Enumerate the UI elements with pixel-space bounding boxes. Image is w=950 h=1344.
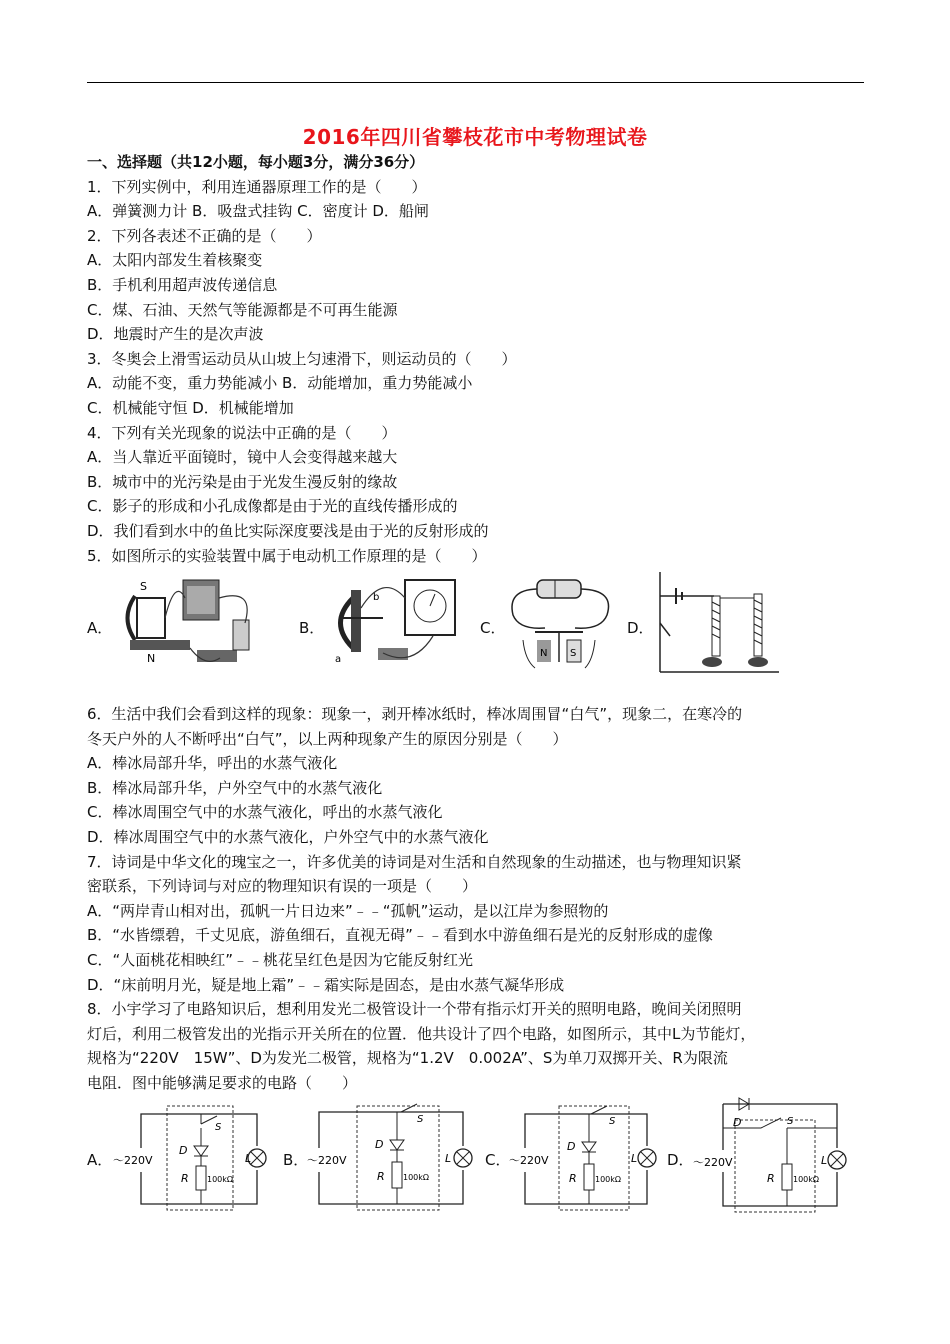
q8-label-c: C． [485, 1150, 511, 1169]
svg-text:S: S [417, 1113, 424, 1125]
svg-text:L: L [631, 1151, 638, 1165]
q6-stem-line1: 6．生活中我们会看到这样的现象：现象一，剥开棒冰纸时，棒冰周围冒“白气”，现象二，在寒冷的 [87, 705, 743, 724]
svg-text:D: D [733, 1115, 742, 1129]
q6-option-a: A．棒冰局部升华，呼出的水蒸气液化 [87, 754, 338, 773]
q4-option-d: D．我们看到水中的鱼比实际深度要浅是由于光的反射形成的 [87, 521, 489, 540]
svg-text:R: R [767, 1171, 775, 1185]
q5-figure-d [654, 568, 786, 680]
q2-option-c: C．煤、石油、天然气等能源都是不可再生能源 [87, 300, 398, 319]
svg-text:～220V: ～220V [509, 1153, 549, 1167]
q2-option-a: A．太阳内部发生着核聚变 [87, 251, 263, 270]
q8-figures [87, 1100, 867, 1218]
svg-text:100kΩ: 100kΩ [207, 1174, 234, 1184]
svg-text:R: R [569, 1171, 577, 1185]
q5-label-b: B． [299, 619, 325, 638]
q3-options-cd: C．机械能守恒 D．机械能增加 [87, 398, 294, 417]
svg-text:L: L [821, 1153, 828, 1167]
q7-option-a: A．“两岸青山相对出，孤帆一片日边来”﹣﹣“孤帆”运动，是以江岸为参照物的 [87, 901, 609, 920]
q4-option-a: A．当人靠近平面镜时，镜中人会变得越来越大 [87, 448, 398, 467]
q4-option-b: B．城市中的光污染是由于光发生漫反射的缘故 [87, 472, 398, 491]
q8-circuit-b [305, 1100, 475, 1216]
q3-stem: 3．冬奥会上滑雪运动员从山坡上匀速滑下，则运动员的（ ） [87, 349, 517, 368]
svg-text:N: N [147, 652, 156, 666]
q7-option-d: D．“床前明月光，疑是地上霜”﹣﹣霜实际是固态，是由水蒸气凝华形成 [87, 975, 565, 994]
svg-text:S: S [140, 580, 147, 594]
q5-figures [87, 568, 867, 688]
q8-circuit-a [109, 1100, 269, 1216]
svg-text:100kΩ: 100kΩ [793, 1174, 820, 1184]
q7-option-c: C．“人面桃花相映红”﹣﹣桃花呈红色是因为它能反射红光 [87, 951, 474, 970]
q2-option-b: B．手机利用超声波传递信息 [87, 275, 278, 294]
q7-stem-line2: 密联系，下列诗词与对应的物理知识有误的一项是（ ） [87, 877, 478, 896]
q8-label-a: A． [87, 1150, 113, 1169]
q8-label-d: D． [667, 1150, 694, 1169]
svg-text:S: S [609, 1115, 616, 1127]
q2-stem: 2．下列各表述不正确的是（ ） [87, 226, 322, 245]
q4-stem: 4．下列有关光现象的说法中正确的是（ ） [87, 423, 397, 442]
q8-label-b: B． [283, 1150, 309, 1169]
svg-text:D: D [375, 1137, 384, 1151]
q8-circuit-c [507, 1100, 667, 1216]
header-rule [87, 82, 864, 83]
q3-options-ab: A．动能不变，重力势能减小 B．动能增加，重力势能减小 [87, 374, 473, 393]
q6-option-b: B．棒冰局部升华，户外空气中的水蒸气液化 [87, 778, 383, 797]
q8-stem-line3: 规格为“220V 15W”、D为发光二极管，规格为“1.2V 0.002A”、S为单刀双掷开关、R为限流 [87, 1049, 728, 1068]
q8-circuit-d [691, 1094, 851, 1218]
q4-option-c: C．影子的形成和小孔成像都是由于光的直线传播形成的 [87, 497, 458, 516]
q5-label-c: C． [480, 619, 506, 638]
svg-text:100kΩ: 100kΩ [595, 1174, 622, 1184]
page-title: 2016年四川省攀枝花市中考物理试卷 [302, 125, 648, 149]
svg-text:100kΩ: 100kΩ [403, 1172, 430, 1182]
svg-text:R: R [377, 1169, 385, 1183]
svg-text:L: L [245, 1151, 252, 1165]
q5-label-d: D． [627, 619, 654, 638]
exam-content [87, 150, 867, 1218]
q2-option-d: D．地震时产生的是次声波 [87, 325, 264, 344]
svg-text:L: L [445, 1151, 452, 1165]
svg-text:S: S [215, 1121, 222, 1133]
svg-text:a: a [335, 654, 342, 666]
section-heading: 一、选择题（共12小题，每小题3分，满分36分） [87, 153, 425, 171]
q6-stem-line2: 冬天户外的人不断呼出“白气”，以上两种现象产生的原因分别是（ ） [87, 729, 568, 748]
svg-text:N: N [540, 648, 548, 660]
svg-text:S: S [570, 648, 577, 660]
q1-stem: 1．下列实例中，利用连通器原理工作的是（ ） [87, 177, 427, 196]
svg-text:D: D [179, 1143, 188, 1157]
q5-stem: 5．如图所示的实验装置中属于电动机工作原理的是（ ） [87, 546, 487, 565]
q6-option-c: C．棒冰周围空气中的水蒸气液化，呼出的水蒸气液化 [87, 803, 443, 822]
spacer [87, 688, 867, 702]
q8-stem-line2: 灯后，利用二极管发出的光指示开关所在的位置．他共设计了四个电路，如图所示，其中L为节能灯， [87, 1024, 756, 1043]
svg-text:～220V: ～220V [113, 1153, 153, 1167]
svg-text:S: S [787, 1115, 794, 1127]
svg-text:R: R [181, 1171, 189, 1185]
q7-stem-line1: 7．诗词是中华文化的瑰宝之一，许多优美的诗词是对生活和自然现象的生动描述，也与物理知识紧 [87, 852, 742, 871]
q5-figure-b [323, 568, 473, 678]
svg-text:b: b [373, 592, 380, 604]
q8-stem-line1: 8．小宇学习了电路知识后，想利用发光二极管设计一个带有指示灯开关的照明电路，晚间关闭照明 [87, 1000, 742, 1019]
q8-stem-line4: 电阻．图中能够满足要求的电路（ ） [87, 1074, 358, 1092]
q7-option-b: B．“水皆缥碧，千丈见底，游鱼细石，直视无碍”﹣﹣看到水中游鱼细石是光的反射形成的虚像 [87, 926, 713, 945]
q5-figure-c [505, 570, 617, 678]
svg-text:D: D [567, 1139, 576, 1153]
svg-text:～220V: ～220V [307, 1153, 347, 1167]
q6-option-d: D．棒冰周围空气中的水蒸气液化，户外空气中的水蒸气液化 [87, 828, 489, 847]
q5-figure-a [115, 568, 275, 678]
q5-label-a: A． [87, 619, 113, 638]
q1-options: A．弹簧测力计 B．吸盘式挂钩 C．密度计 D．船闸 [87, 202, 429, 221]
svg-text:～220V: ～220V [693, 1155, 733, 1169]
